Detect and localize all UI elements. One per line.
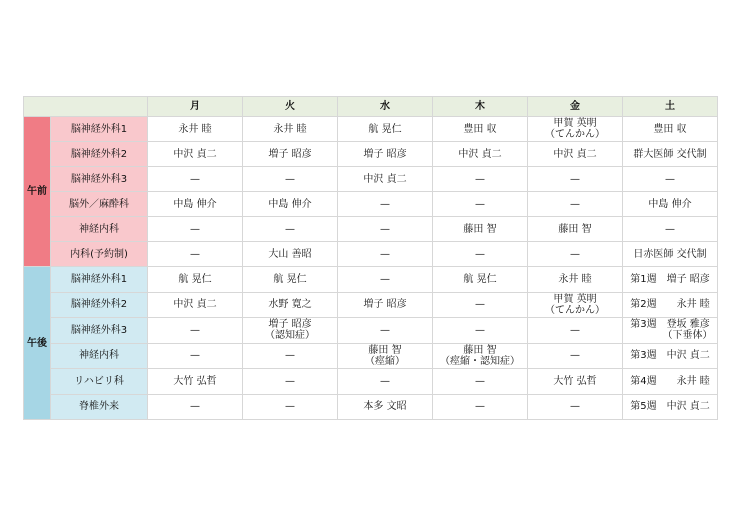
doctor-cell: 藤田 智 （痙縮） [338, 343, 433, 369]
saturday-rotation-cell: 第5週 中沢 貞二 [623, 394, 718, 420]
doctor-cell: — [528, 318, 623, 344]
afternoon-row [24, 394, 718, 420]
day-header-mon: 月 [148, 97, 243, 117]
doctor-cell: 航 晃仁 [338, 117, 433, 142]
doctor-cell: — [623, 167, 718, 192]
doctor-cell: — [243, 343, 338, 369]
department-label: 神経内科 [51, 217, 148, 242]
department-label: 脳神経外科1 [51, 117, 148, 142]
department-label: リハビリ科 [51, 369, 148, 395]
doctor-cell: — [338, 267, 433, 293]
doctor-cell: 増子 昭彦 [338, 292, 433, 318]
department-label: 脳外／麻酔科 [51, 192, 148, 217]
doctor-cell: 豊田 収 [623, 117, 718, 142]
doctor-cell: 航 晃仁 [433, 267, 528, 293]
saturday-rotation-cell: 第2週 永井 睦 [623, 292, 718, 318]
doctor-cell: — [433, 292, 528, 318]
doctor-cell: — [528, 343, 623, 369]
doctor-cell: 永井 睦 [148, 117, 243, 142]
doctor-cell: 藤田 智 [528, 217, 623, 242]
doctor-cell: 中沢 貞二 [148, 292, 243, 318]
doctor-cell: — [338, 369, 433, 395]
doctor-cell: — [338, 217, 433, 242]
afternoon-row [24, 292, 718, 318]
doctor-cell: — [148, 343, 243, 369]
doctor-cell: — [433, 318, 528, 344]
doctor-cell: — [528, 394, 623, 420]
doctor-cell: 大山 善昭 [243, 242, 338, 267]
doctor-cell: 大竹 弘哲 [148, 369, 243, 395]
doctor-cell: 中沢 貞二 [338, 167, 433, 192]
doctor-cell: 水野 寛之 [243, 292, 338, 318]
doctor-cell: — [243, 394, 338, 420]
morning-row [24, 117, 718, 142]
doctor-cell: 藤田 智 [433, 217, 528, 242]
day-header-thu: 木 [433, 97, 528, 117]
doctor-cell: — [243, 167, 338, 192]
doctor-cell: 増子 昭彦 [243, 142, 338, 167]
department-label: 脳神経外科1 [51, 267, 148, 293]
doctor-cell: 増子 昭彦 [338, 142, 433, 167]
doctor-cell: — [338, 318, 433, 344]
day-header-tue: 火 [243, 97, 338, 117]
doctor-cell: 日赤医師 交代制 [623, 242, 718, 267]
doctor-cell: — [148, 217, 243, 242]
doctor-cell: 中沢 貞二 [528, 142, 623, 167]
afternoon-row [24, 343, 718, 369]
doctor-cell: — [433, 242, 528, 267]
morning-row [24, 167, 718, 192]
doctor-cell: — [148, 394, 243, 420]
doctor-cell: — [528, 242, 623, 267]
morning-section [24, 117, 718, 267]
doctor-cell: 永井 睦 [243, 117, 338, 142]
afternoon-row [24, 369, 718, 395]
doctor-cell: — [148, 318, 243, 344]
department-label: 内科(予約制) [51, 242, 148, 267]
doctor-cell: — [148, 167, 243, 192]
doctor-cell: 本多 文昭 [338, 394, 433, 420]
afternoon-period-label: 午後 [24, 267, 51, 420]
doctor-cell: — [338, 192, 433, 217]
doctor-cell: 甲賀 英明 （てんかん） [528, 117, 623, 142]
doctor-cell: 大竹 弘哲 [528, 369, 623, 395]
saturday-rotation-cell: 第4週 永井 睦 [623, 369, 718, 395]
doctor-cell: — [338, 242, 433, 267]
doctor-cell: — [433, 394, 528, 420]
afternoon-row [24, 318, 718, 344]
doctor-cell: 航 晃仁 [243, 267, 338, 293]
doctor-cell: — [433, 192, 528, 217]
day-header-wed: 水 [338, 97, 433, 117]
doctor-cell: — [148, 242, 243, 267]
doctor-cell: — [528, 167, 623, 192]
header-row [24, 97, 718, 117]
morning-row [24, 217, 718, 242]
department-label: 脳神経外科2 [51, 292, 148, 318]
doctor-cell: 中島 伸介 [623, 192, 718, 217]
doctor-cell: 豊田 収 [433, 117, 528, 142]
afternoon-section [24, 267, 718, 420]
morning-row [24, 242, 718, 267]
morning-period-label: 午前 [24, 117, 51, 267]
doctor-cell: — [623, 217, 718, 242]
afternoon-row [24, 267, 718, 293]
department-label: 神経内科 [51, 343, 148, 369]
department-label: 脳神経外科3 [51, 167, 148, 192]
saturday-rotation-cell: 第3週 中沢 貞二 [623, 343, 718, 369]
saturday-rotation-cell: 第3週 登坂 雅彦 （下垂体） [623, 318, 718, 344]
doctor-cell: 群大医師 交代制 [623, 142, 718, 167]
day-header-fri: 金 [528, 97, 623, 117]
doctor-cell: 中沢 貞二 [433, 142, 528, 167]
doctor-cell: 永井 睦 [528, 267, 623, 293]
doctor-cell: 藤田 智 （痙縮・認知症） [433, 343, 528, 369]
department-label: 脊椎外来 [51, 394, 148, 420]
doctor-cell: 航 晃仁 [148, 267, 243, 293]
doctor-cell: — [243, 217, 338, 242]
department-label: 脳神経外科3 [51, 318, 148, 344]
doctor-cell: 中沢 貞二 [148, 142, 243, 167]
doctor-cell: — [433, 167, 528, 192]
saturday-rotation-cell: 第1週 増子 昭彦 [623, 267, 718, 293]
schedule-table [23, 96, 718, 420]
doctor-cell: — [528, 192, 623, 217]
doctor-cell: — [433, 369, 528, 395]
header-corner [24, 97, 148, 117]
doctor-cell: 甲賀 英明 （てんかん） [528, 292, 623, 318]
doctor-cell: 中島 伸介 [148, 192, 243, 217]
department-label: 脳神経外科2 [51, 142, 148, 167]
morning-row [24, 142, 718, 167]
doctor-cell: — [243, 369, 338, 395]
doctor-cell: 中島 伸介 [243, 192, 338, 217]
morning-row [24, 192, 718, 217]
day-header-sat: 土 [623, 97, 718, 117]
doctor-cell: 増子 昭彦 （認知症） [243, 318, 338, 344]
